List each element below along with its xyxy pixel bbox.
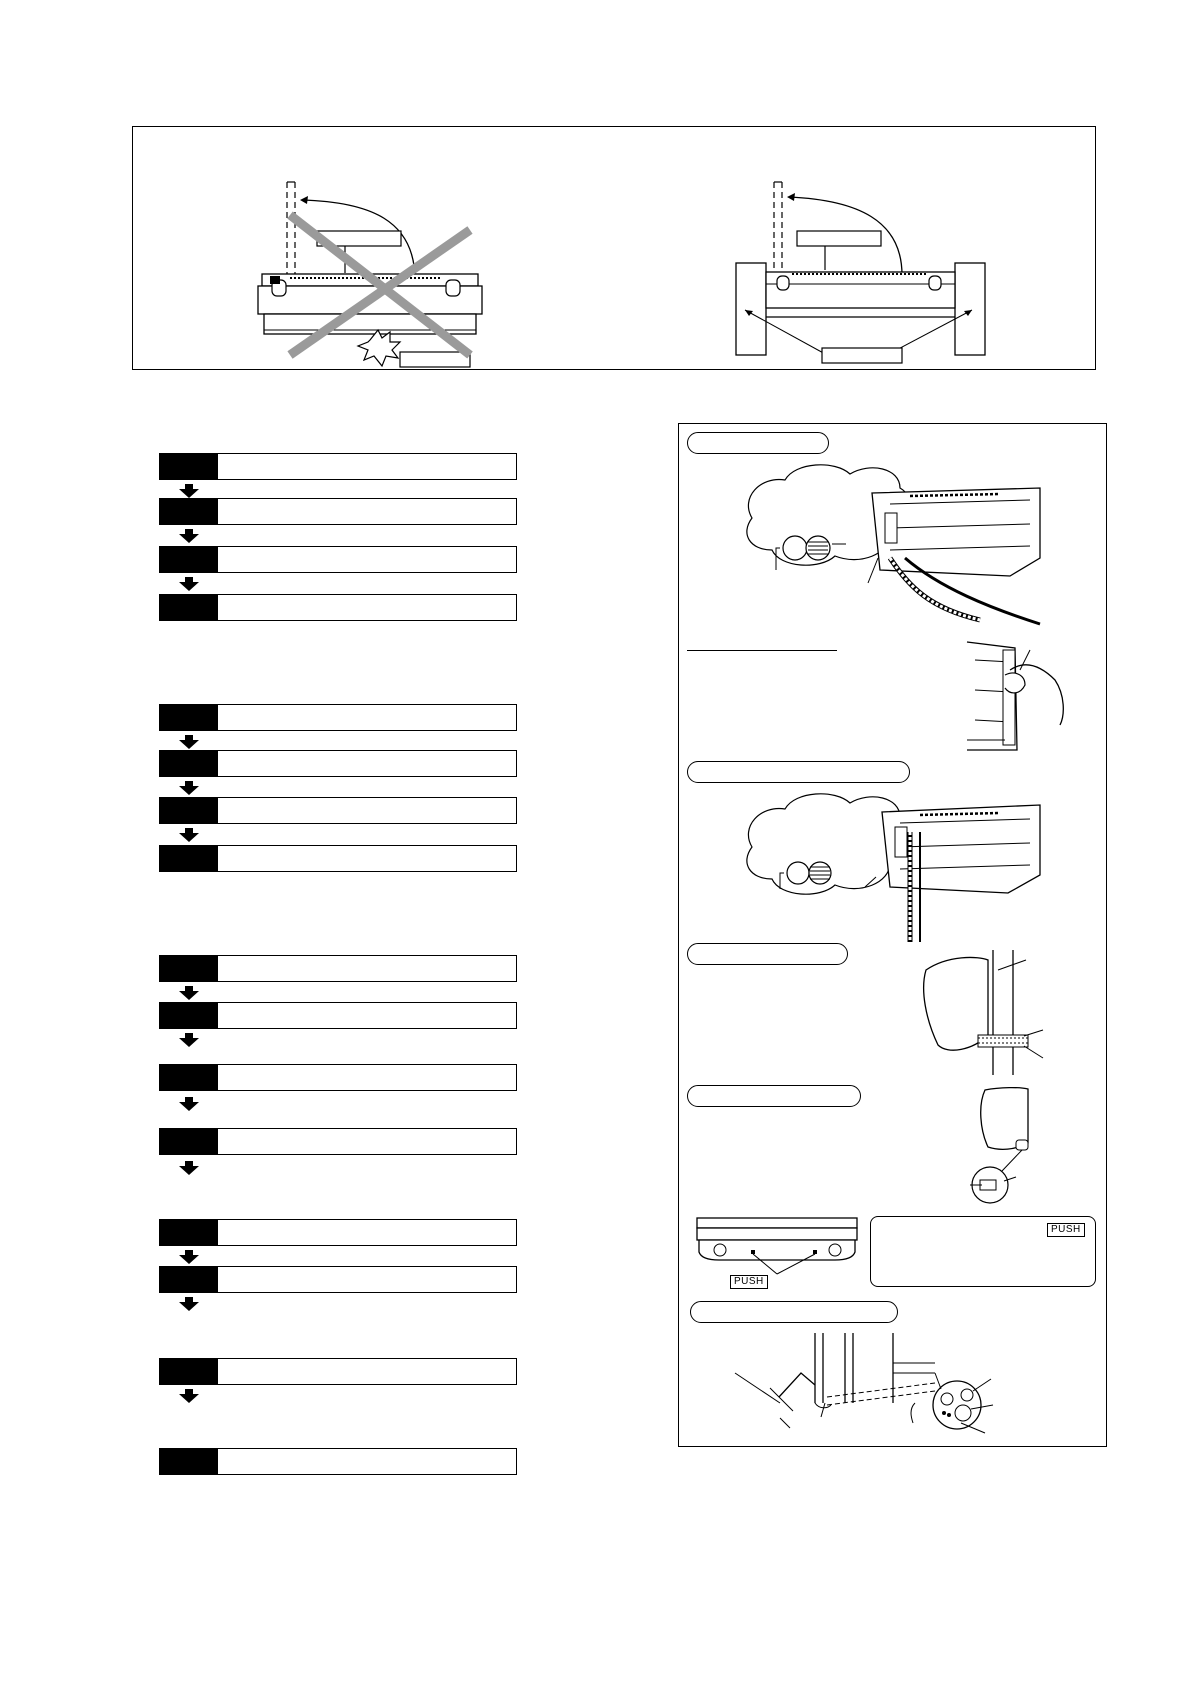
flow-step <box>159 1448 517 1475</box>
flow-step <box>159 750 517 777</box>
piping-left-drawing <box>740 787 1060 947</box>
step-tag <box>160 956 218 981</box>
piping-rear-drawing <box>740 458 1060 628</box>
flow-step <box>159 546 517 573</box>
flow-step <box>159 1266 517 1293</box>
push-note-box <box>870 1216 1096 1287</box>
step-tag <box>160 595 218 620</box>
section-header-2 <box>687 761 910 783</box>
step-tag <box>160 1065 218 1090</box>
step-tag <box>160 798 218 823</box>
push-label: PUSH <box>730 1275 768 1289</box>
step-tag <box>160 751 218 776</box>
step-tag <box>160 1220 218 1245</box>
unit-push-side-drawing <box>960 1085 1060 1205</box>
section-header-1 <box>687 432 829 454</box>
underline-heading <box>687 650 837 651</box>
flow-step <box>159 1064 517 1091</box>
hand-grill-drawing <box>965 640 1085 755</box>
step-tag <box>160 454 218 479</box>
flow-step <box>159 845 517 872</box>
flow-step <box>159 1219 517 1246</box>
step-tag <box>160 1003 218 1028</box>
flow-step <box>159 955 517 982</box>
flow-step <box>159 1002 517 1029</box>
step-tag <box>160 1267 218 1292</box>
flow-step <box>159 594 517 621</box>
push-label: PUSH <box>1047 1223 1085 1237</box>
step-tag <box>160 1359 218 1384</box>
step-tag <box>160 547 218 572</box>
unit-bottom-view-drawing <box>695 1216 860 1296</box>
step-tag <box>160 846 218 871</box>
section-header-3 <box>687 943 848 965</box>
unit-drawing-correct <box>737 180 1017 370</box>
flow-step <box>159 498 517 525</box>
step-tag <box>160 499 218 524</box>
flow-step <box>159 1128 517 1155</box>
unit-drawing-incorrect <box>250 180 490 370</box>
section-header-4 <box>687 1085 861 1107</box>
flow-step <box>159 797 517 824</box>
step-tag <box>160 1129 218 1154</box>
wall-mount-side-drawing <box>918 950 1048 1075</box>
flow-step <box>159 1358 517 1385</box>
flow-step <box>159 704 517 731</box>
flow-step <box>159 453 517 480</box>
section-header-5 <box>690 1301 898 1323</box>
piping-wall-cross-section-drawing <box>735 1333 1025 1438</box>
step-tag <box>160 705 218 730</box>
step-tag <box>160 1449 218 1474</box>
